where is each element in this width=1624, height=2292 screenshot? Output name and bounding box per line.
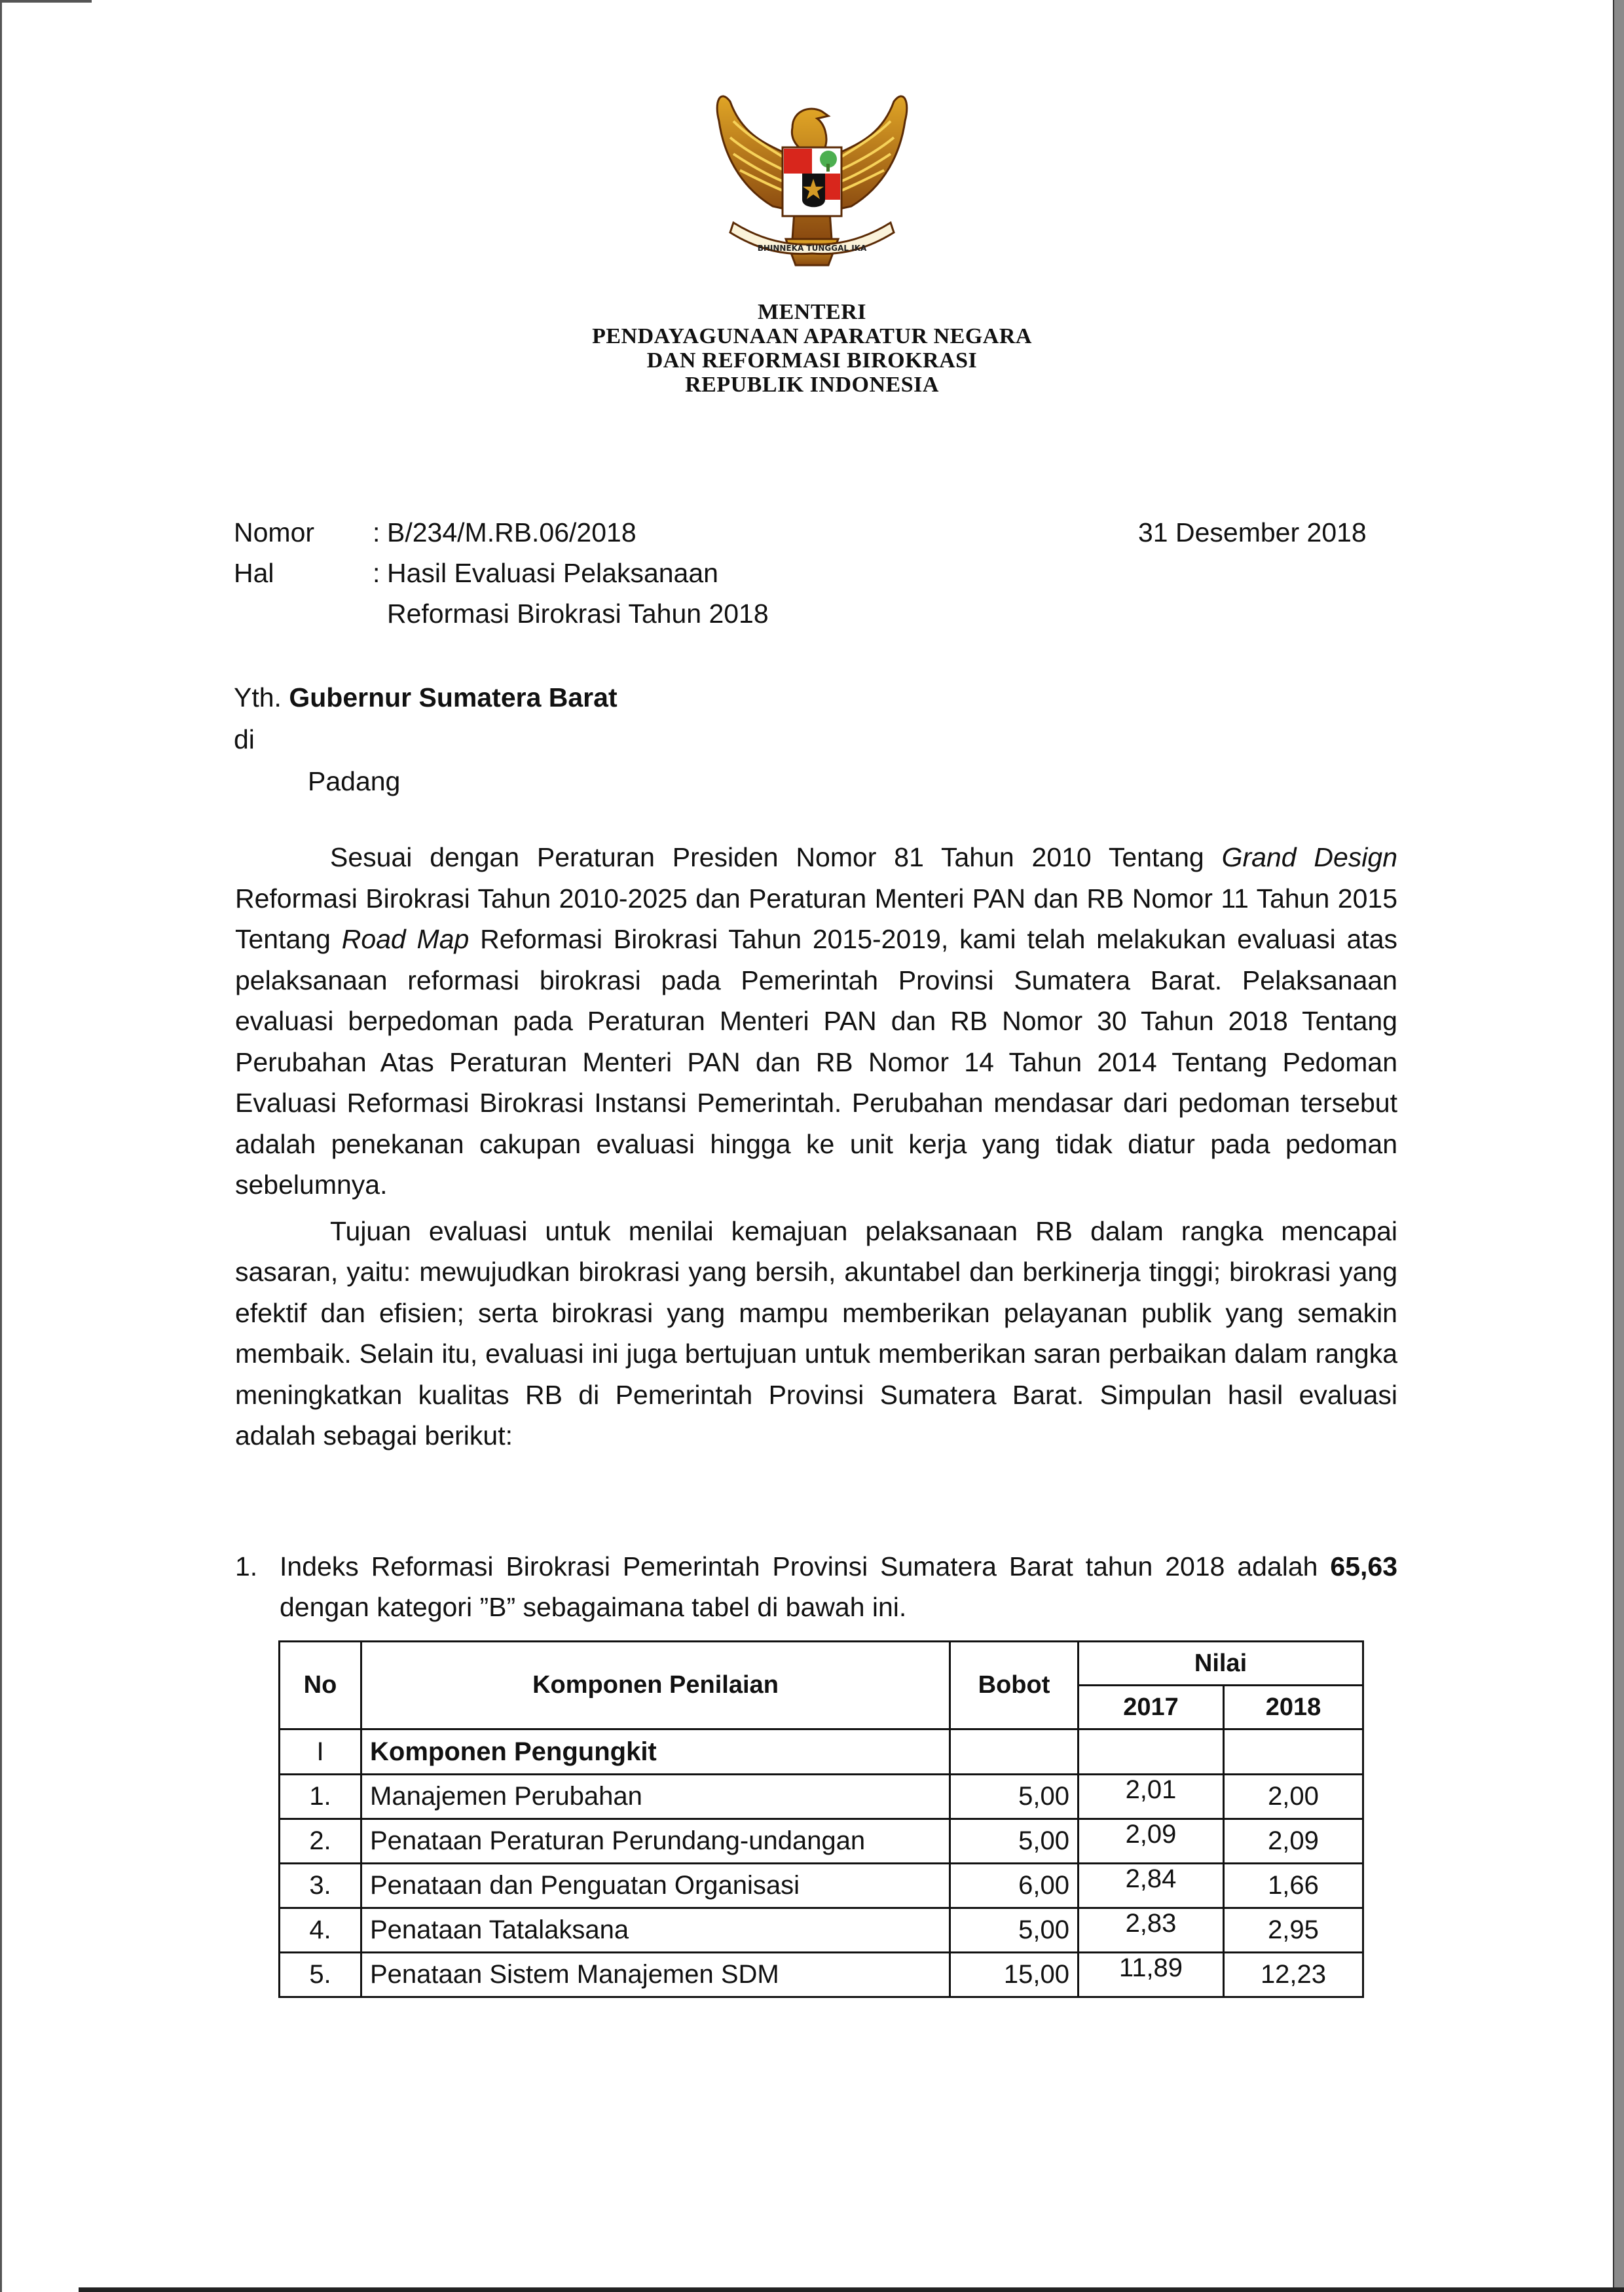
garuda-emblem-icon <box>694 75 930 278</box>
scan-edge-bottom <box>79 2287 1624 2292</box>
section-no: I <box>280 1729 361 1775</box>
paragraph-2: Tujuan evaluasi untuk menilai kemajuan pelaksanaan RB dalam rangka mencapai sasaran, yaitu: mewujudkan birokrasi yang bersih, akuntabel dan berkinerja tinggi; birokrasi yang efektif dan efisien; serta birokrasi yang mampu memberikan pelayanan publik yang semakin membaik. Selain itu, evaluasi ini juga bertujuan untuk memberikan saran perbaikan dalam rangka meningkatkan kualitas RB di Pemerintah Provinsi Sumatera Barat. Simpulan hasil evaluasi adalah sebagai berikut: <box>235 1215 1397 1451</box>
header-score-group: Nilai <box>1079 1642 1363 1686</box>
nomor-value: B/234/M.RB.06/2018 <box>387 517 637 547</box>
letter-meta <box>234 512 769 634</box>
table-row: 5. Penataan Sistem Manajemen SDM 15,00 11,89 12,23 <box>280 1953 1363 1997</box>
scan-edge-right <box>1613 0 1624 2292</box>
nomor-label: Nomor <box>234 517 315 547</box>
svg-text:BHINNEKA TUNGGAL IKA: BHINNEKA TUNGGAL IKA <box>757 244 867 253</box>
section-label: Komponen Pengungkit <box>361 1729 950 1775</box>
table-row: 1. Manajemen Perubahan 5,00 2,01 2,00 <box>280 1775 1363 1819</box>
hal-row <box>234 553 769 593</box>
addressee-di: di <box>234 724 255 754</box>
letterhead-line-2: PENDAYAGUNAAN APARATUR NEGARA <box>592 324 1032 348</box>
list-number: 1. <box>235 1551 258 1581</box>
table-section-row <box>280 1729 1363 1775</box>
list-item <box>235 1546 1397 1627</box>
list-text: Indeks Reformasi Birokrasi Pemerintah Provinsi Sumatera Barat tahun 2018 adalah 65,63 dengan kategori ”B” sebagaimana tabel di bawah ini. <box>280 1551 1397 1622</box>
letterhead-line-1: MENTERI <box>758 300 866 324</box>
paragraph-1: Sesuai dengan Peraturan Presiden Nomor 81 Tahun 2010 Tentang Grand Design Reformasi Birokrasi Tahun 2010-2025 dan Peraturan Menteri PAN dan RB Nomor 11 Tahun 2015 Tentang Road Map Reformasi Birokrasi Tahun 2015-2019, kami telah melakukan evaluasi atas pelaksanaan reformasi birokrasi pada Pemerintah Provinsi Sumatera Barat. Pelaksanaan evaluasi berpedoman pada Peraturan Menteri PAN dan RB Nomor 30 Tahun 2018 Tentang Perubahan Atas Peraturan Menteri PAN dan RB Nomor 14 Tahun 2014 Tentang Pedoman Evaluasi Reformasi Birokrasi Instansi Pemerintah. Perubahan mendasar dari pedoman tersebut adalah penekanan cakupan evaluasi hingga ke unit kerja yang tidak diatur pada pedoman sebelumnya. <box>235 842 1397 1200</box>
colon: : <box>373 517 380 547</box>
table-row: 2. Penataan Peraturan Perundang-undangan 5,00 2,09 2,09 <box>280 1819 1363 1864</box>
header-component: Komponen Penilaian <box>361 1642 950 1729</box>
addressee-city: Padang <box>308 766 401 796</box>
nomor-row <box>234 512 769 553</box>
hal-label: Hal <box>234 558 274 588</box>
addressee <box>234 676 618 802</box>
addressee-recipient: Gubernur Sumatera Barat <box>289 682 618 712</box>
hal-row-continued <box>234 593 769 634</box>
evaluation-table <box>278 1640 1364 1998</box>
addressee-prefix: Yth. <box>234 682 282 712</box>
letter-body <box>235 837 1397 1462</box>
colon: : <box>373 558 380 588</box>
scan-edge-left <box>0 0 2 2292</box>
index-score: 65,63 <box>1330 1551 1397 1581</box>
header-weight: Bobot <box>950 1642 1079 1729</box>
header-year-2017: 2017 <box>1079 1686 1224 1729</box>
header-no: No <box>280 1642 361 1729</box>
scan-edge-top <box>0 0 92 3</box>
header-year-2018: 2018 <box>1224 1686 1363 1729</box>
table-row: 3. Penataan dan Penguatan Organisasi 6,00 2,84 1,66 <box>280 1864 1363 1908</box>
hal-value-line-2: Reformasi Birokrasi Tahun 2018 <box>387 599 769 629</box>
letterhead <box>458 300 1166 397</box>
letter-date: 31 Desember 2018 <box>1138 517 1367 547</box>
findings-list <box>235 1546 1397 1627</box>
table-header-row <box>280 1642 1363 1686</box>
table-row: 4. Penataan Tatalaksana 5,00 2,83 2,95 <box>280 1908 1363 1953</box>
letterhead-line-4: REPUBLIK INDONESIA <box>685 373 939 397</box>
letterhead-line-3: DAN REFORMASI BIROKRASI <box>646 348 978 373</box>
hal-value-line-1: Hasil Evaluasi Pelaksanaan <box>387 558 718 588</box>
